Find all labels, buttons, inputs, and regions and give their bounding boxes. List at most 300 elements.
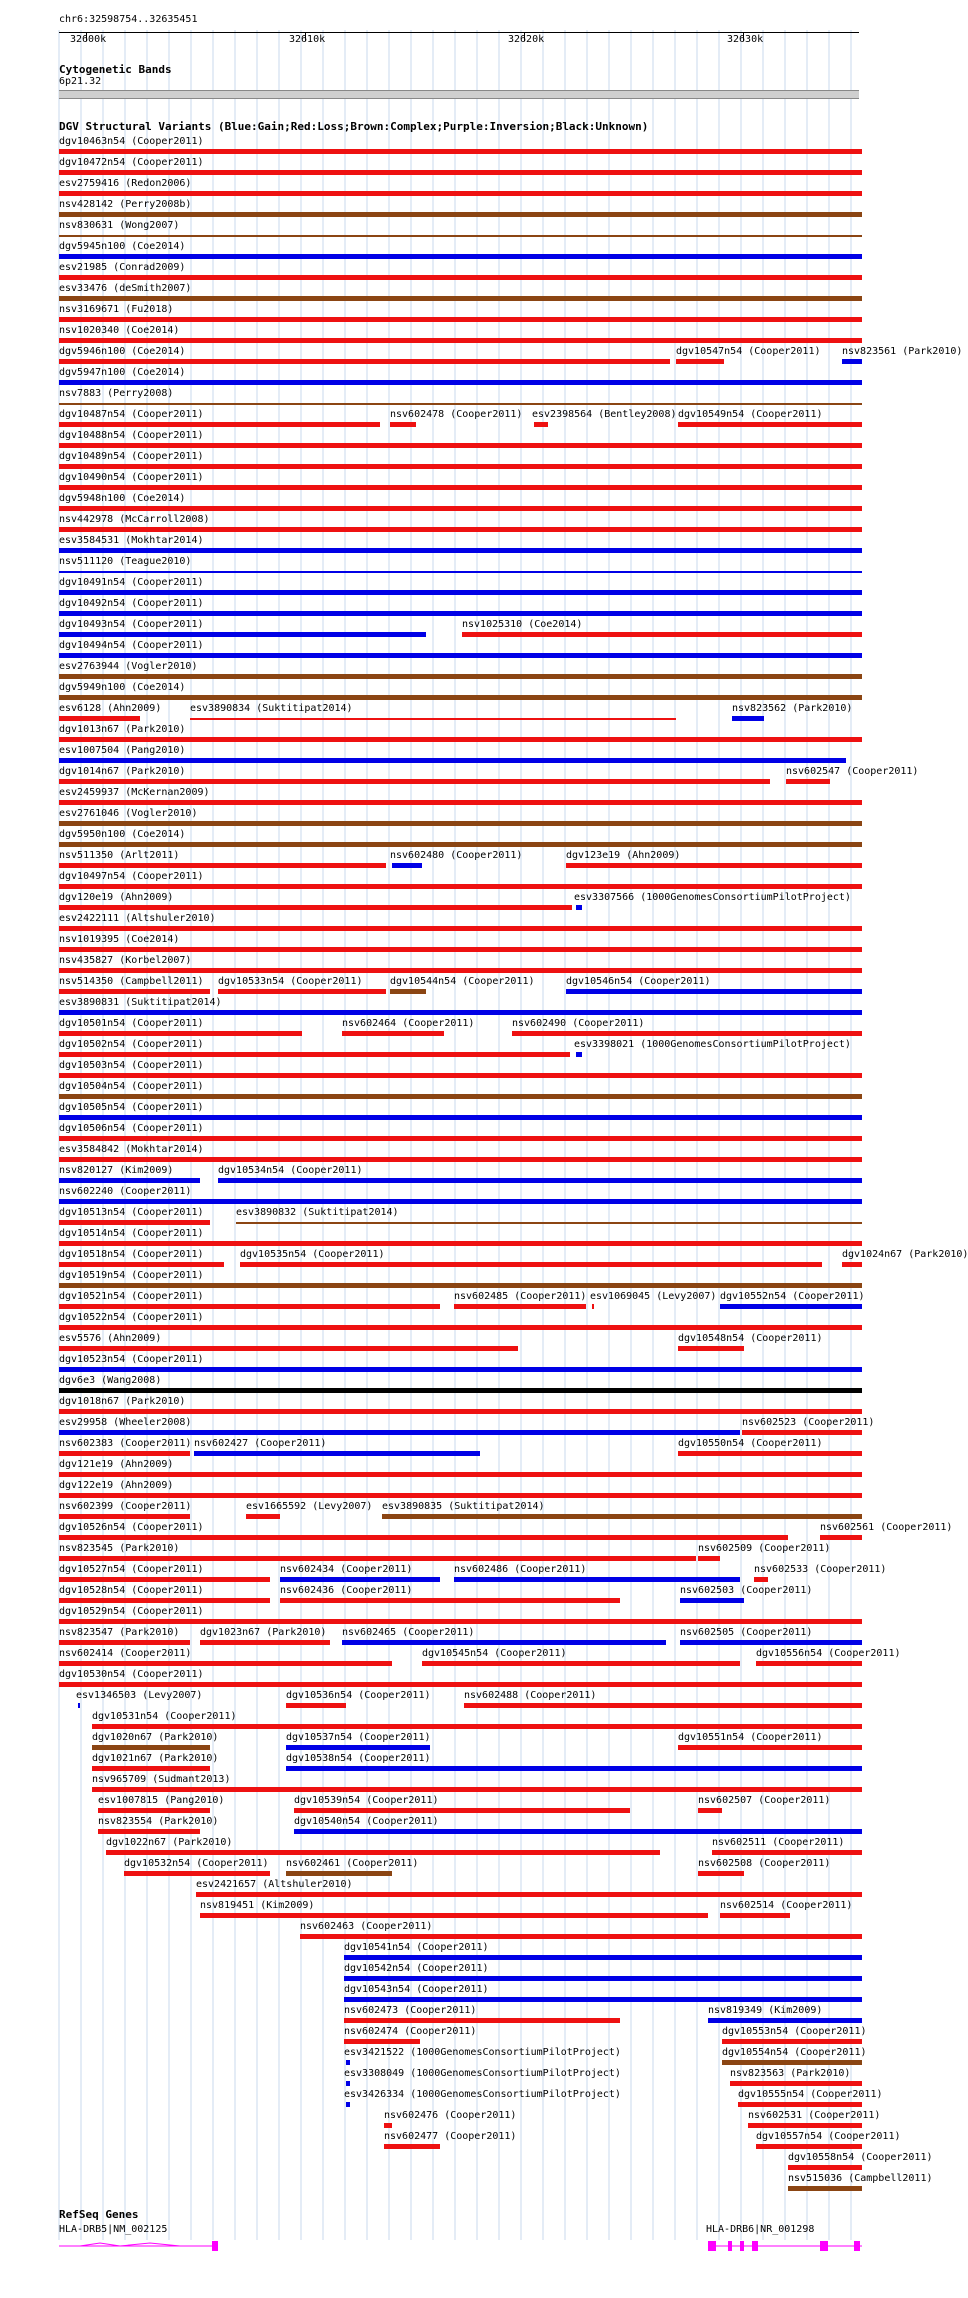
variant-bar[interactable] bbox=[680, 1640, 862, 1645]
variant-label[interactable]: esv1665592 (Levy2007) bbox=[246, 1501, 373, 1512]
variant-label[interactable]: esv3890835 (Suktitipat2014) bbox=[382, 1501, 545, 1512]
variant-bar[interactable] bbox=[59, 527, 862, 532]
variant-label[interactable]: dgv10538n54 (Cooper2011) bbox=[286, 1753, 431, 1764]
variant-label[interactable]: dgv1018n67 (Park2010) bbox=[59, 1396, 186, 1407]
variant-bar[interactable] bbox=[286, 1766, 862, 1771]
variant-label[interactable]: dgv10534n54 (Cooper2011) bbox=[218, 1165, 363, 1176]
variant-bar[interactable] bbox=[59, 1430, 740, 1435]
variant-bar[interactable] bbox=[59, 716, 140, 721]
variant-bar[interactable] bbox=[422, 1661, 740, 1666]
variant-label[interactable]: dgv5947n100 (Coe2014) bbox=[59, 367, 186, 378]
variant-bar[interactable] bbox=[92, 1787, 862, 1792]
variant-bar[interactable] bbox=[59, 1136, 862, 1141]
variant-label[interactable]: dgv10490n54 (Cooper2011) bbox=[59, 472, 204, 483]
variant-bar[interactable] bbox=[576, 905, 582, 910]
variant-bar[interactable] bbox=[59, 1283, 862, 1288]
variant-bar[interactable] bbox=[59, 443, 862, 448]
gene-label[interactable]: HLA-DRB6|NR_001298 bbox=[706, 2224, 815, 2235]
variant-bar[interactable] bbox=[59, 1577, 270, 1582]
variant-bar[interactable] bbox=[748, 2123, 862, 2128]
variant-label[interactable]: dgv122e19 (Ahn2009) bbox=[59, 1480, 174, 1491]
variant-label[interactable]: esv3890832 (Suktitipat2014) bbox=[236, 1207, 399, 1218]
variant-label[interactable]: nsv602533 (Cooper2011) bbox=[754, 1564, 887, 1575]
variant-label[interactable]: esv2761046 (Vogler2010) bbox=[59, 808, 198, 819]
variant-bar[interactable] bbox=[592, 1304, 594, 1309]
variant-label[interactable]: dgv10463n54 (Cooper2011) bbox=[59, 136, 204, 147]
variant-bar[interactable] bbox=[698, 1871, 744, 1876]
variant-bar[interactable] bbox=[59, 905, 572, 910]
variant-label[interactable]: dgv10501n54 (Cooper2011) bbox=[59, 1018, 204, 1029]
variant-bar[interactable] bbox=[732, 716, 764, 721]
variant-bar[interactable] bbox=[59, 1640, 190, 1645]
variant-label[interactable]: nsv602434 (Cooper2011) bbox=[280, 1564, 413, 1575]
variant-label[interactable]: dgv10541n54 (Cooper2011) bbox=[344, 1942, 489, 1953]
variant-label[interactable]: nsv602486 (Cooper2011) bbox=[454, 1564, 587, 1575]
variant-bar[interactable] bbox=[59, 947, 862, 952]
variant-label[interactable]: dgv5946n100 (Coe2014) bbox=[59, 346, 186, 357]
variant-label[interactable]: esv1007815 (Pang2010) bbox=[98, 1795, 225, 1806]
variant-label[interactable]: dgv10546n54 (Cooper2011) bbox=[566, 976, 711, 987]
variant-label[interactable]: dgv5950n100 (Coe2014) bbox=[59, 829, 186, 840]
variant-label[interactable]: dgv1020n67 (Park2010) bbox=[92, 1732, 219, 1743]
variant-label[interactable]: esv2763944 (Vogler2010) bbox=[59, 661, 198, 672]
variant-bar[interactable] bbox=[676, 359, 724, 364]
variant-label[interactable]: dgv10472n54 (Cooper2011) bbox=[59, 157, 204, 168]
variant-label[interactable]: esv3307566 (1000GenomesConsortiumPilotProject) bbox=[574, 892, 851, 903]
variant-label[interactable]: dgv10529n54 (Cooper2011) bbox=[59, 1606, 204, 1617]
variant-label[interactable]: nsv428142 (Perry2008b) bbox=[59, 199, 192, 210]
variant-bar[interactable] bbox=[124, 1871, 270, 1876]
variant-bar[interactable] bbox=[786, 779, 830, 784]
variant-bar[interactable] bbox=[59, 1220, 210, 1225]
variant-bar[interactable] bbox=[678, 1451, 862, 1456]
variant-label[interactable]: nsv602490 (Cooper2011) bbox=[512, 1018, 645, 1029]
variant-label[interactable]: nsv602523 (Cooper2011) bbox=[742, 1417, 875, 1428]
variant-bar[interactable] bbox=[200, 1640, 330, 1645]
variant-bar[interactable] bbox=[738, 2102, 862, 2107]
variant-label[interactable]: nsv819451 (Kim2009) bbox=[200, 1900, 315, 1911]
variant-bar[interactable] bbox=[218, 1178, 862, 1183]
variant-bar[interactable] bbox=[286, 1871, 392, 1876]
variant-bar[interactable] bbox=[390, 422, 416, 427]
variant-label[interactable]: dgv10536n54 (Cooper2011) bbox=[286, 1690, 431, 1701]
variant-label[interactable]: dgv10537n54 (Cooper2011) bbox=[286, 1732, 431, 1743]
variant-label[interactable]: esv2459937 (McKernan2009) bbox=[59, 787, 210, 798]
variant-bar[interactable] bbox=[59, 800, 862, 805]
variant-bar[interactable] bbox=[712, 1850, 862, 1855]
variant-label[interactable]: nsv602507 (Cooper2011) bbox=[698, 1795, 831, 1806]
variant-bar[interactable] bbox=[722, 2039, 862, 2044]
variant-label[interactable]: dgv10491n54 (Cooper2011) bbox=[59, 577, 204, 588]
variant-label[interactable]: esv2422111 (Altshuler2010) bbox=[59, 913, 216, 924]
variant-label[interactable]: dgv123e19 (Ahn2009) bbox=[566, 850, 681, 861]
variant-bar[interactable] bbox=[59, 212, 862, 217]
variant-bar[interactable] bbox=[59, 296, 862, 301]
variant-bar[interactable] bbox=[59, 1262, 224, 1267]
variant-bar[interactable] bbox=[59, 1556, 696, 1561]
variant-label[interactable]: nsv602505 (Cooper2011) bbox=[680, 1627, 813, 1638]
variant-bar[interactable] bbox=[59, 1052, 570, 1057]
variant-bar[interactable] bbox=[300, 1934, 862, 1939]
variant-label[interactable]: esv1069045 (Levy2007) bbox=[590, 1291, 717, 1302]
variant-label[interactable]: dgv10492n54 (Cooper2011) bbox=[59, 598, 204, 609]
variant-label[interactable]: dgv10555n54 (Cooper2011) bbox=[738, 2089, 883, 2100]
variant-bar[interactable] bbox=[698, 1808, 722, 1813]
variant-bar[interactable] bbox=[92, 1745, 210, 1750]
variant-bar[interactable] bbox=[462, 632, 862, 637]
variant-bar[interactable] bbox=[346, 2102, 350, 2107]
variant-bar[interactable] bbox=[534, 422, 548, 427]
variant-label[interactable]: dgv10489n54 (Cooper2011) bbox=[59, 451, 204, 462]
variant-bar[interactable] bbox=[678, 422, 862, 427]
variant-bar[interactable] bbox=[98, 1808, 210, 1813]
variant-label[interactable]: dgv1014n67 (Park2010) bbox=[59, 766, 186, 777]
variant-label[interactable]: esv1346503 (Levy2007) bbox=[76, 1690, 203, 1701]
variant-bar[interactable] bbox=[820, 1535, 862, 1540]
variant-label[interactable]: nsv3169671 (Fu2018) bbox=[59, 304, 174, 315]
variant-label[interactable]: dgv10556n54 (Cooper2011) bbox=[756, 1648, 901, 1659]
variant-label[interactable]: nsv602503 (Cooper2011) bbox=[680, 1585, 813, 1596]
variant-bar[interactable] bbox=[742, 1430, 862, 1435]
variant-bar[interactable] bbox=[59, 1325, 862, 1330]
variant-bar[interactable] bbox=[344, 2039, 420, 2044]
variant-bar[interactable] bbox=[190, 718, 676, 720]
variant-bar[interactable] bbox=[59, 1094, 862, 1099]
variant-label[interactable]: dgv10548n54 (Cooper2011) bbox=[678, 1333, 823, 1344]
variant-bar[interactable] bbox=[59, 1619, 862, 1624]
variant-bar[interactable] bbox=[390, 989, 426, 994]
variant-bar[interactable] bbox=[59, 1682, 862, 1687]
variant-bar[interactable] bbox=[722, 2060, 862, 2065]
variant-bar[interactable] bbox=[218, 989, 386, 994]
variant-label[interactable]: nsv602465 (Cooper2011) bbox=[342, 1627, 475, 1638]
variant-label[interactable]: dgv10497n54 (Cooper2011) bbox=[59, 871, 204, 882]
variant-bar[interactable] bbox=[59, 485, 862, 490]
variant-label[interactable]: nsv602399 (Cooper2011) bbox=[59, 1501, 192, 1512]
variant-label[interactable]: nsv515036 (Campbell2011) bbox=[788, 2173, 933, 2184]
variant-label[interactable]: dgv10545n54 (Cooper2011) bbox=[422, 1648, 567, 1659]
variant-bar[interactable] bbox=[59, 506, 862, 511]
variant-bar[interactable] bbox=[246, 1514, 280, 1519]
variant-label[interactable]: nsv602473 (Cooper2011) bbox=[344, 2005, 477, 2016]
variant-label[interactable]: dgv6e3 (Wang2008) bbox=[59, 1375, 162, 1386]
variant-bar[interactable] bbox=[59, 1010, 862, 1015]
variant-bar[interactable] bbox=[59, 1304, 440, 1309]
variant-label[interactable]: dgv1022n67 (Park2010) bbox=[106, 1837, 233, 1848]
variant-label[interactable]: nsv7883 (Perry2008) bbox=[59, 388, 174, 399]
variant-label[interactable]: nsv602561 (Cooper2011) bbox=[820, 1522, 953, 1533]
variant-label[interactable]: nsv830631 (Wong2007) bbox=[59, 220, 180, 231]
variant-label[interactable]: dgv120e19 (Ahn2009) bbox=[59, 892, 174, 903]
variant-label[interactable]: esv2398564 (Bentley2008) bbox=[532, 409, 677, 420]
variant-bar[interactable] bbox=[464, 1703, 862, 1708]
variant-bar[interactable] bbox=[59, 1493, 862, 1498]
variant-label[interactable]: esv33476 (deSmith2007) bbox=[59, 283, 192, 294]
variant-label[interactable]: dgv10551n54 (Cooper2011) bbox=[678, 1732, 823, 1743]
variant-label[interactable]: nsv602240 (Cooper2011) bbox=[59, 1186, 192, 1197]
variant-label[interactable]: nsv602461 (Cooper2011) bbox=[286, 1858, 419, 1869]
variant-label[interactable]: nsv602436 (Cooper2011) bbox=[280, 1585, 413, 1596]
variant-label[interactable]: nsv602414 (Cooper2011) bbox=[59, 1648, 192, 1659]
variant-label[interactable]: dgv10530n54 (Cooper2011) bbox=[59, 1669, 204, 1680]
variant-label[interactable]: nsv602427 (Cooper2011) bbox=[194, 1438, 327, 1449]
variant-bar[interactable] bbox=[756, 1661, 862, 1666]
variant-label[interactable]: dgv10553n54 (Cooper2011) bbox=[722, 2026, 867, 2037]
variant-bar[interactable] bbox=[344, 1955, 862, 1960]
variant-bar[interactable] bbox=[842, 1262, 862, 1267]
variant-label[interactable]: nsv602485 (Cooper2011) bbox=[454, 1291, 587, 1302]
variant-bar[interactable] bbox=[92, 1766, 210, 1771]
variant-label[interactable]: dgv1023n67 (Park2010) bbox=[200, 1627, 327, 1638]
variant-label[interactable]: nsv514350 (Campbell2011) bbox=[59, 976, 204, 987]
variant-label[interactable]: dgv5949n100 (Coe2014) bbox=[59, 682, 186, 693]
variant-label[interactable]: nsv823562 (Park2010) bbox=[732, 703, 853, 714]
variant-label[interactable]: dgv10557n54 (Cooper2011) bbox=[756, 2131, 901, 2142]
variant-bar[interactable] bbox=[59, 737, 862, 742]
variant-label[interactable]: dgv10543n54 (Cooper2011) bbox=[344, 1984, 489, 1995]
variant-bar[interactable] bbox=[59, 1199, 862, 1204]
variant-label[interactable]: dgv10527n54 (Cooper2011) bbox=[59, 1564, 204, 1575]
variant-bar[interactable] bbox=[342, 1640, 666, 1645]
variant-bar[interactable] bbox=[566, 989, 862, 994]
variant-label[interactable]: dgv10494n54 (Cooper2011) bbox=[59, 640, 204, 651]
variant-bar[interactable] bbox=[240, 1262, 822, 1267]
variant-label[interactable]: nsv602476 (Cooper2011) bbox=[384, 2110, 517, 2121]
variant-bar[interactable] bbox=[286, 1745, 430, 1750]
variant-bar[interactable] bbox=[59, 191, 862, 196]
variant-label[interactable]: esv1007504 (Pang2010) bbox=[59, 745, 186, 756]
variant-label[interactable]: esv5576 (Ahn2009) bbox=[59, 1333, 162, 1344]
variant-bar[interactable] bbox=[59, 1178, 200, 1183]
variant-bar[interactable] bbox=[59, 149, 862, 154]
variant-bar[interactable] bbox=[59, 548, 862, 553]
variant-label[interactable]: dgv1021n67 (Park2010) bbox=[92, 1753, 219, 1764]
variant-bar[interactable] bbox=[106, 1850, 660, 1855]
variant-label[interactable]: dgv10493n54 (Cooper2011) bbox=[59, 619, 204, 630]
variant-bar[interactable] bbox=[382, 1514, 862, 1519]
variant-bar[interactable] bbox=[384, 2123, 392, 2128]
variant-label[interactable]: esv3426334 (1000GenomesConsortiumPilotProject) bbox=[344, 2089, 621, 2100]
variant-label[interactable]: dgv10519n54 (Cooper2011) bbox=[59, 1270, 204, 1281]
variant-label[interactable]: nsv511350 (Arlt2011) bbox=[59, 850, 180, 861]
variant-bar[interactable] bbox=[512, 1031, 862, 1036]
variant-label[interactable]: nsv823545 (Park2010) bbox=[59, 1543, 180, 1554]
variant-bar[interactable] bbox=[344, 1997, 862, 2002]
variant-bar[interactable] bbox=[59, 380, 862, 385]
variant-bar[interactable] bbox=[59, 1241, 862, 1246]
variant-label[interactable]: dgv121e19 (Ahn2009) bbox=[59, 1459, 174, 1470]
variant-label[interactable]: nsv602508 (Cooper2011) bbox=[698, 1858, 831, 1869]
variant-bar[interactable] bbox=[59, 1367, 862, 1372]
variant-bar[interactable] bbox=[286, 1703, 346, 1708]
variant-bar[interactable] bbox=[678, 1745, 862, 1750]
variant-bar[interactable] bbox=[78, 1703, 80, 1708]
variant-bar[interactable] bbox=[730, 2081, 862, 2086]
variant-bar[interactable] bbox=[678, 1346, 744, 1351]
variant-label[interactable]: nsv823561 (Park2010) bbox=[842, 346, 963, 357]
variant-bar[interactable] bbox=[59, 1115, 862, 1120]
variant-label[interactable]: nsv602511 (Cooper2011) bbox=[712, 1837, 845, 1848]
variant-bar[interactable] bbox=[280, 1577, 440, 1582]
variant-label[interactable]: esv3890834 (Suktitipat2014) bbox=[190, 703, 353, 714]
variant-label[interactable]: dgv10522n54 (Cooper2011) bbox=[59, 1312, 204, 1323]
variant-bar[interactable] bbox=[59, 254, 862, 259]
variant-bar[interactable] bbox=[59, 632, 426, 637]
variant-bar[interactable] bbox=[59, 359, 670, 364]
variant-bar[interactable] bbox=[59, 779, 770, 784]
variant-bar[interactable] bbox=[59, 758, 846, 763]
variant-label[interactable]: dgv10505n54 (Cooper2011) bbox=[59, 1102, 204, 1113]
variant-bar[interactable] bbox=[59, 170, 862, 175]
variant-label[interactable]: esv3584531 (Mokhtar2014) bbox=[59, 535, 204, 546]
variant-bar[interactable] bbox=[59, 863, 386, 868]
variant-bar[interactable] bbox=[720, 1304, 862, 1309]
variant-bar[interactable] bbox=[59, 571, 862, 573]
variant-label[interactable]: nsv602464 (Cooper2011) bbox=[342, 1018, 475, 1029]
variant-bar[interactable] bbox=[294, 1808, 630, 1813]
variant-bar[interactable] bbox=[59, 653, 862, 658]
variant-bar[interactable] bbox=[200, 1913, 708, 1918]
variant-bar[interactable] bbox=[59, 842, 862, 847]
variant-bar[interactable] bbox=[59, 317, 862, 322]
variant-bar[interactable] bbox=[576, 1052, 582, 1057]
variant-label[interactable]: nsv965709 (Sudmant2013) bbox=[92, 1774, 231, 1785]
variant-label[interactable]: esv3890831 (Suktitipat2014) bbox=[59, 997, 222, 1008]
variant-bar[interactable] bbox=[59, 1598, 270, 1603]
variant-bar[interactable] bbox=[344, 1976, 862, 1981]
variant-bar[interactable] bbox=[720, 1913, 790, 1918]
variant-bar[interactable] bbox=[59, 235, 862, 237]
variant-label[interactable]: nsv602474 (Cooper2011) bbox=[344, 2026, 477, 2037]
variant-bar[interactable] bbox=[454, 1304, 586, 1309]
variant-label[interactable]: nsv602477 (Cooper2011) bbox=[384, 2131, 517, 2142]
variant-bar[interactable] bbox=[59, 1661, 392, 1666]
variant-bar[interactable] bbox=[698, 1556, 720, 1561]
variant-bar[interactable] bbox=[754, 1577, 768, 1582]
variant-label[interactable]: nsv602383 (Cooper2011) bbox=[59, 1438, 192, 1449]
variant-bar[interactable] bbox=[680, 1598, 744, 1603]
variant-bar[interactable] bbox=[59, 968, 862, 973]
variant-label[interactable]: dgv10487n54 (Cooper2011) bbox=[59, 409, 204, 420]
variant-label[interactable]: nsv602478 (Cooper2011) bbox=[390, 409, 523, 420]
variant-bar[interactable] bbox=[59, 926, 862, 931]
variant-bar[interactable] bbox=[788, 2186, 862, 2191]
variant-label[interactable]: nsv823563 (Park2010) bbox=[730, 2068, 851, 2079]
variant-label[interactable]: nsv819349 (Kim2009) bbox=[708, 2005, 823, 2016]
variant-label[interactable]: nsv435827 (Korbel2007) bbox=[59, 955, 192, 966]
variant-label[interactable]: esv2421657 (Altshuler2010) bbox=[196, 1879, 353, 1890]
variant-bar[interactable] bbox=[59, 464, 862, 469]
variant-label[interactable]: dgv10528n54 (Cooper2011) bbox=[59, 1585, 204, 1596]
variant-label[interactable]: nsv602463 (Cooper2011) bbox=[300, 1921, 433, 1932]
variant-bar[interactable] bbox=[59, 1388, 862, 1393]
variant-label[interactable]: dgv10558n54 (Cooper2011) bbox=[788, 2152, 933, 2163]
variant-bar[interactable] bbox=[59, 1472, 862, 1477]
variant-bar[interactable] bbox=[59, 422, 380, 427]
variant-bar[interactable] bbox=[98, 1829, 200, 1834]
variant-label[interactable]: nsv823554 (Park2010) bbox=[98, 1816, 219, 1827]
variant-bar[interactable] bbox=[344, 2018, 620, 2023]
variant-bar[interactable] bbox=[454, 1577, 740, 1582]
variant-bar[interactable] bbox=[59, 611, 862, 616]
variant-bar[interactable] bbox=[346, 2081, 350, 2086]
variant-label[interactable]: nsv602488 (Cooper2011) bbox=[464, 1690, 597, 1701]
variant-label[interactable]: dgv10488n54 (Cooper2011) bbox=[59, 430, 204, 441]
variant-bar[interactable] bbox=[59, 1346, 518, 1351]
variant-bar[interactable] bbox=[196, 1892, 862, 1897]
variant-bar[interactable] bbox=[59, 403, 862, 405]
variant-label[interactable]: dgv10539n54 (Cooper2011) bbox=[294, 1795, 439, 1806]
variant-label[interactable]: dgv10540n54 (Cooper2011) bbox=[294, 1816, 439, 1827]
variant-label[interactable]: nsv511120 (Teague2010) bbox=[59, 556, 192, 567]
variant-label[interactable]: dgv10526n54 (Cooper2011) bbox=[59, 1522, 204, 1533]
variant-label[interactable]: dgv10531n54 (Cooper2011) bbox=[92, 1711, 237, 1722]
variant-label[interactable]: dgv10554n54 (Cooper2011) bbox=[722, 2047, 867, 2058]
variant-bar[interactable] bbox=[392, 863, 422, 868]
variant-bar[interactable] bbox=[194, 1451, 480, 1456]
variant-bar[interactable] bbox=[384, 2144, 440, 2149]
variant-bar[interactable] bbox=[566, 863, 862, 868]
variant-label[interactable]: dgv10535n54 (Cooper2011) bbox=[240, 1249, 385, 1260]
gene-label[interactable]: HLA-DRB5|NM_002125 bbox=[59, 2224, 168, 2235]
variant-bar[interactable] bbox=[59, 1535, 788, 1540]
variant-bar[interactable] bbox=[59, 884, 862, 889]
variant-label[interactable]: dgv10503n54 (Cooper2011) bbox=[59, 1060, 204, 1071]
variant-bar[interactable] bbox=[280, 1598, 620, 1603]
variant-bar[interactable] bbox=[756, 2144, 862, 2149]
variant-label[interactable]: esv6128 (Ahn2009) bbox=[59, 703, 162, 714]
variant-label[interactable]: nsv602509 (Cooper2011) bbox=[698, 1543, 831, 1554]
variant-bar[interactable] bbox=[59, 821, 862, 826]
variant-label[interactable]: dgv10506n54 (Cooper2011) bbox=[59, 1123, 204, 1134]
variant-label[interactable]: dgv10544n54 (Cooper2011) bbox=[390, 976, 535, 987]
variant-label[interactable]: nsv820127 (Kim2009) bbox=[59, 1165, 174, 1176]
variant-label[interactable]: nsv602514 (Cooper2011) bbox=[720, 1900, 853, 1911]
variant-label[interactable]: esv2759416 (Redon2006) bbox=[59, 178, 192, 189]
variant-label[interactable]: nsv823547 (Park2010) bbox=[59, 1627, 180, 1638]
variant-bar[interactable] bbox=[342, 1031, 444, 1036]
variant-bar[interactable] bbox=[294, 1829, 862, 1834]
variant-bar[interactable] bbox=[59, 590, 862, 595]
variant-label[interactable]: nsv602531 (Cooper2011) bbox=[748, 2110, 881, 2121]
variant-label[interactable]: dgv10514n54 (Cooper2011) bbox=[59, 1228, 204, 1239]
variant-label[interactable]: dgv10502n54 (Cooper2011) bbox=[59, 1039, 204, 1050]
variant-bar[interactable] bbox=[59, 1451, 190, 1456]
variant-label[interactable]: esv3584842 (Mokhtar2014) bbox=[59, 1144, 204, 1155]
variant-bar[interactable] bbox=[59, 674, 862, 679]
variant-bar[interactable] bbox=[346, 2060, 350, 2065]
variant-bar[interactable] bbox=[59, 1409, 862, 1414]
variant-label[interactable]: dgv10521n54 (Cooper2011) bbox=[59, 1291, 204, 1302]
variant-label[interactable]: nsv1019395 (Coe2014) bbox=[59, 934, 180, 945]
variant-bar[interactable] bbox=[59, 1031, 302, 1036]
variant-label[interactable]: dgv10542n54 (Cooper2011) bbox=[344, 1963, 489, 1974]
variant-label[interactable]: dgv1024n67 (Park2010) bbox=[842, 1249, 968, 1260]
variant-bar[interactable] bbox=[59, 275, 862, 280]
variant-label[interactable]: dgv10533n54 (Cooper2011) bbox=[218, 976, 363, 987]
variant-label[interactable]: dgv5945n100 (Coe2014) bbox=[59, 241, 186, 252]
variant-bar[interactable] bbox=[236, 1222, 862, 1224]
variant-label[interactable]: nsv1025310 (Coe2014) bbox=[462, 619, 583, 630]
variant-bar[interactable] bbox=[788, 2165, 862, 2170]
variant-bar[interactable] bbox=[842, 359, 862, 364]
variant-bar[interactable] bbox=[59, 1073, 862, 1078]
variant-label[interactable]: dgv10504n54 (Cooper2011) bbox=[59, 1081, 204, 1092]
variant-label[interactable]: esv29958 (Wheeler2008) bbox=[59, 1417, 192, 1428]
variant-label[interactable]: dgv10547n54 (Cooper2011) bbox=[676, 346, 821, 357]
variant-label[interactable]: nsv602480 (Cooper2011) bbox=[390, 850, 523, 861]
variant-label[interactable]: esv3398021 (1000GenomesConsortiumPilotProject) bbox=[574, 1039, 851, 1050]
